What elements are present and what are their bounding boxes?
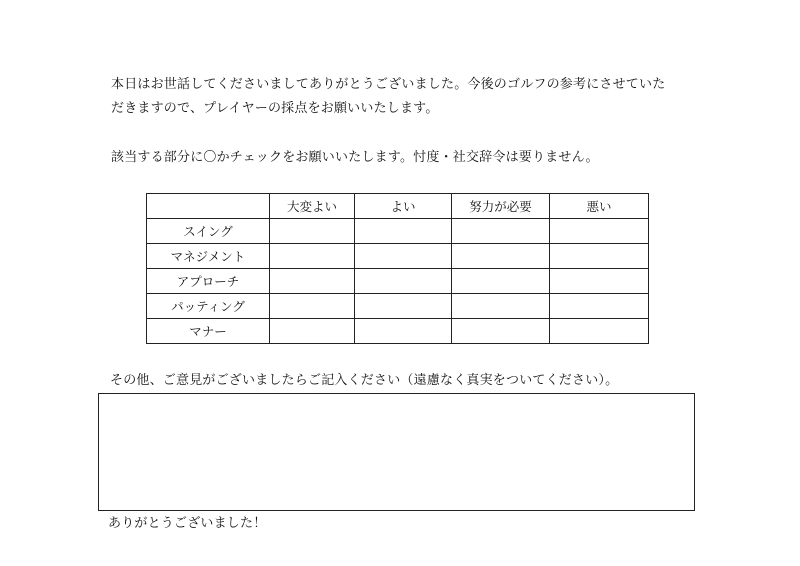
row-label-approach: アプローチ xyxy=(147,269,270,294)
rating-cell-putting-excellent[interactable] xyxy=(270,294,355,319)
table-row xyxy=(147,294,649,319)
table-corner-cell xyxy=(147,194,270,219)
rating-cell-putting-good[interactable] xyxy=(355,294,452,319)
rating-cell-manners-bad[interactable] xyxy=(550,319,649,344)
rating-cell-swing-needs-effort[interactable] xyxy=(452,219,550,244)
row-label-management: マネジメント xyxy=(147,244,270,269)
intro-text-line-2: だきますので、プレイヤーの採点をお願いいたします。 xyxy=(111,101,439,116)
comment-prompt: その他、ご意見がございましたらご記入ください（遠慮なく真実をついてください）。 xyxy=(110,373,619,388)
evaluation-table xyxy=(146,193,649,344)
rating-cell-manners-good[interactable] xyxy=(355,319,452,344)
table-row xyxy=(147,219,649,244)
table-row xyxy=(147,319,649,344)
rating-cell-swing-bad[interactable] xyxy=(550,219,649,244)
column-header-needs-effort: 努力が必要 xyxy=(452,194,550,219)
rating-cell-management-good[interactable] xyxy=(355,244,452,269)
column-header-good: よい xyxy=(355,194,452,219)
column-header-excellent: 大変よい xyxy=(270,194,355,219)
closing-text: ありがとうございました！ xyxy=(108,516,267,531)
comment-box[interactable] xyxy=(98,393,695,511)
rating-cell-management-bad[interactable] xyxy=(550,244,649,269)
rating-cell-swing-excellent[interactable] xyxy=(270,219,355,244)
row-label-putting: パッティング xyxy=(147,294,270,319)
instruction-text: 該当する部分に〇かチェックをお願いいたします。忖度・社交辞令は要りません。 xyxy=(111,150,599,165)
rating-cell-approach-needs-effort[interactable] xyxy=(452,269,550,294)
rating-cell-approach-bad[interactable] xyxy=(550,269,649,294)
rating-cell-swing-good[interactable] xyxy=(355,219,452,244)
table-row xyxy=(147,269,649,294)
rating-cell-manners-needs-effort[interactable] xyxy=(452,319,550,344)
row-label-swing: スイング xyxy=(147,219,270,244)
intro-text-line-1: 本日はお世話してくださいましてありがとうございました。今後のゴルフの参考にさせていた xyxy=(111,77,666,92)
table-row xyxy=(147,244,649,269)
row-label-manners: マナー xyxy=(147,319,270,344)
rating-cell-management-needs-effort[interactable] xyxy=(452,244,550,269)
rating-cell-putting-bad[interactable] xyxy=(550,294,649,319)
rating-cell-approach-good[interactable] xyxy=(355,269,452,294)
rating-cell-putting-needs-effort[interactable] xyxy=(452,294,550,319)
column-header-bad: 悪い xyxy=(550,194,649,219)
rating-cell-approach-excellent[interactable] xyxy=(270,269,355,294)
table-header-row xyxy=(147,194,649,219)
rating-cell-manners-excellent[interactable] xyxy=(270,319,355,344)
rating-cell-management-excellent[interactable] xyxy=(270,244,355,269)
